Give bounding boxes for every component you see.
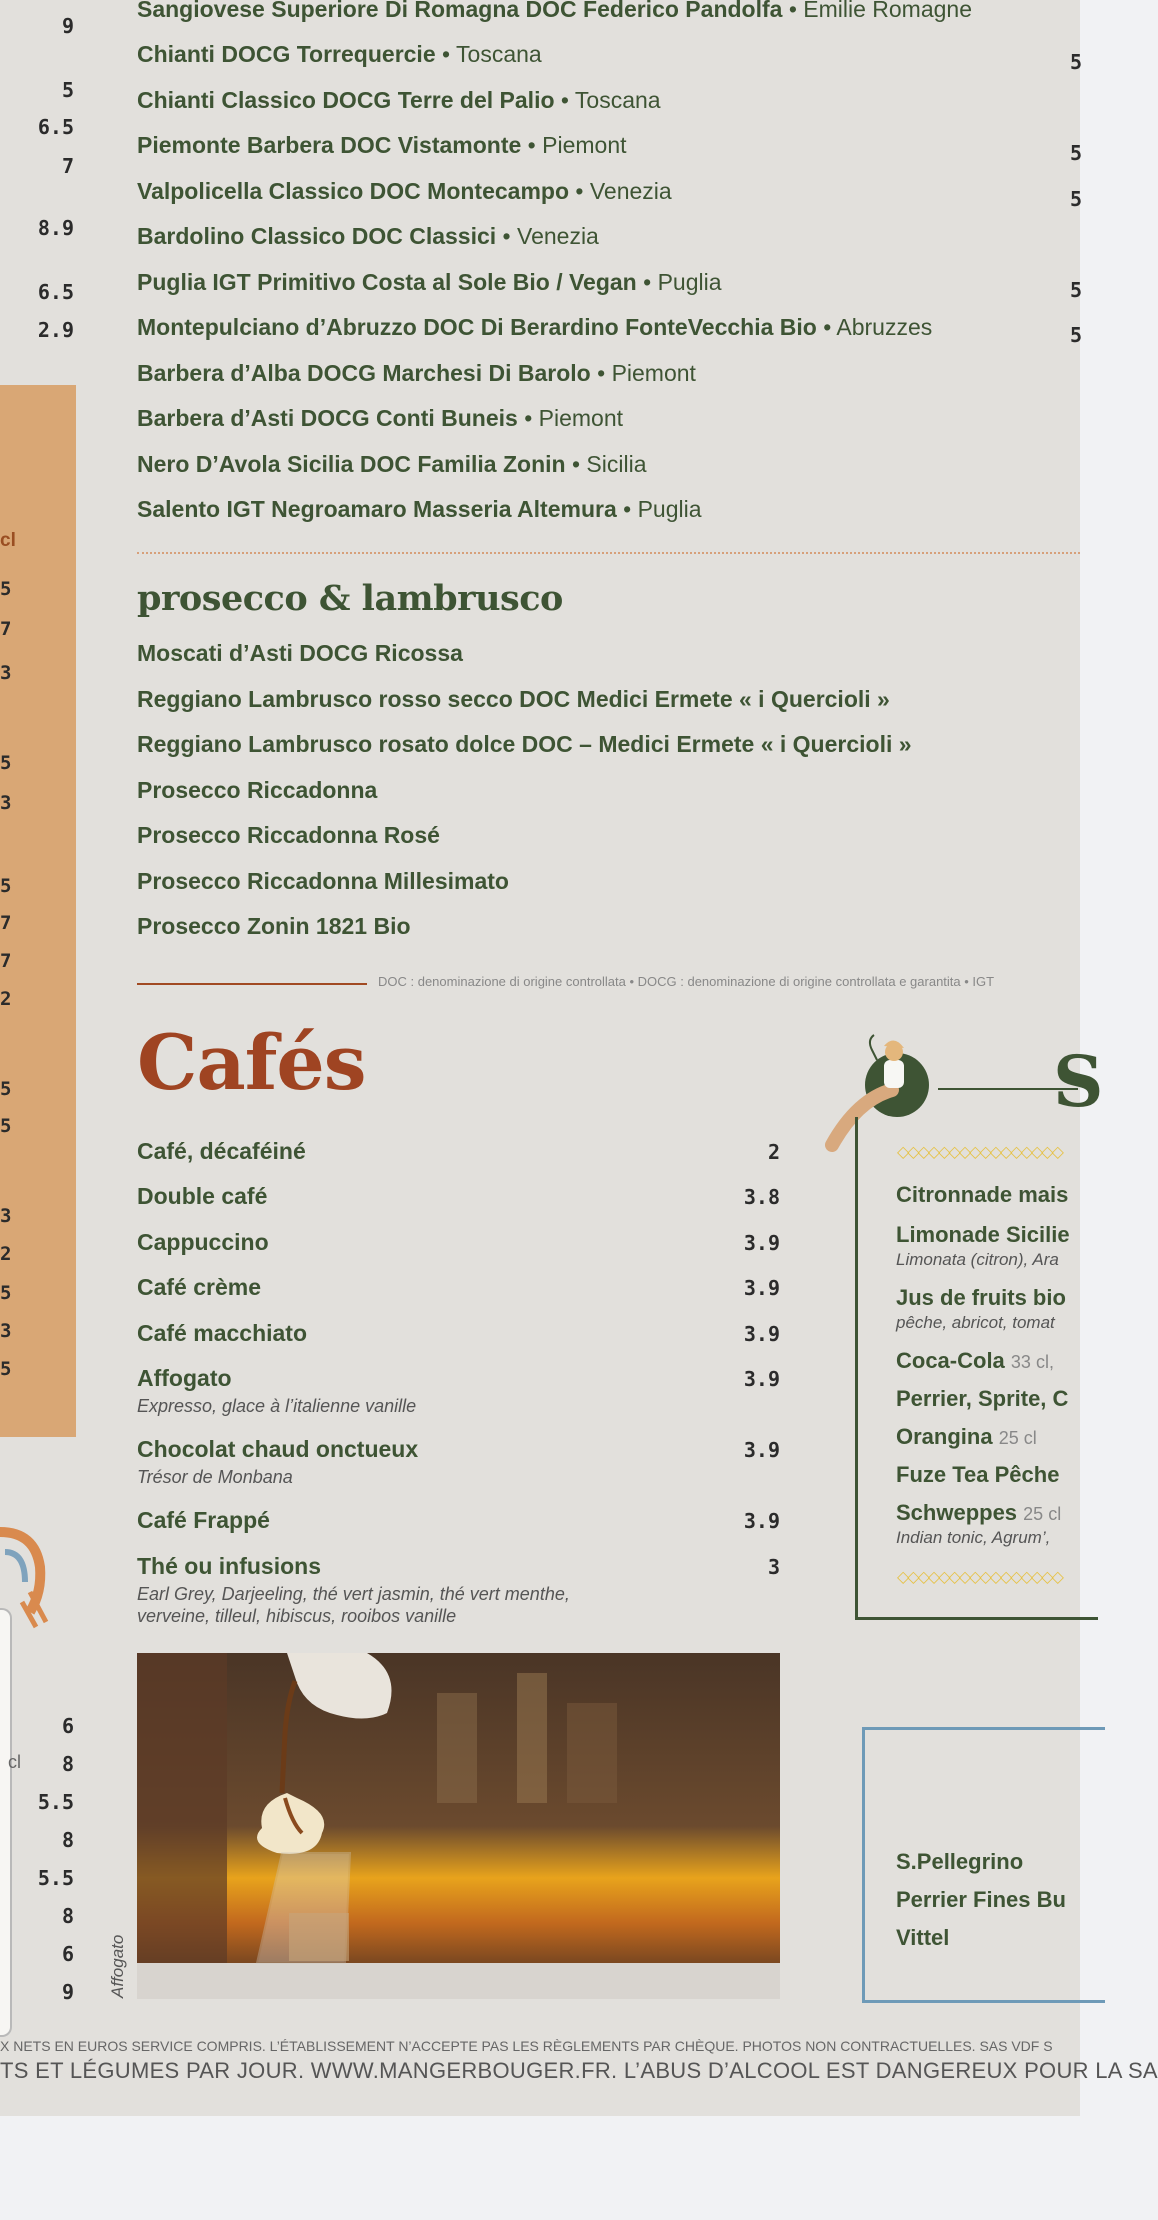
wine-name: Chianti DOCG Torrequercie — [137, 41, 436, 67]
cafe-description: Earl Grey, Darjeeling, thé vert jasmin, thé vert menthe, — [137, 1584, 570, 1604]
wine-name: Barbera d’Alba DOCG Marchesi Di Barolo — [137, 360, 591, 386]
wine-name: Sangiovese Superiore Di Romagna DOC Federico Pandolfa — [137, 0, 783, 22]
right-price-digit: 5 — [1070, 323, 1083, 347]
panel-price-digit: 5 — [0, 1282, 12, 1304]
panel-price-digit: 5 — [0, 752, 12, 774]
cafe-price: 3.9 — [743, 1367, 780, 1391]
water-item: Perrier Fines Bu — [896, 1887, 1066, 1912]
soft-item: Orangina 25 cl — [896, 1424, 1037, 1449]
panel-price-digit: 3 — [0, 1320, 12, 1342]
cafe-description: verveine, tilleul, hibiscus, rooibos vanille — [137, 1606, 457, 1626]
cafe-name: Thé ou infusions — [137, 1553, 321, 1579]
cafe-price: 3 — [767, 1555, 780, 1579]
cafe-price: 3.9 — [743, 1231, 780, 1255]
panel-price-digit: 5 — [0, 875, 12, 897]
cafe-name: Café, décaféiné — [137, 1138, 306, 1164]
soft-item: Fuze Tea Pêche — [896, 1462, 1060, 1487]
soft-volume: 25 cl — [998, 1428, 1037, 1448]
soft-item: Coca-Cola 33 cl, — [896, 1348, 1054, 1373]
left-box-price: 9 — [61, 1980, 74, 2004]
cafe-name: Cappuccino — [137, 1229, 269, 1255]
photo-caption: Affogato — [108, 1934, 127, 1998]
panel-price-digit: 5 — [0, 1115, 12, 1137]
wine-name: Puglia IGT Primitivo Costa al Sole Bio / Vegan — [137, 269, 637, 295]
prosecco-item: Prosecco Riccadonna — [137, 777, 378, 803]
diamond-border-top: ◇◇◇◇◇◇◇◇◇◇◇◇◇◇◇◇ — [897, 1144, 1062, 1161]
wine-name: Bardolino Classico DOC Classici — [137, 223, 497, 249]
wine-item — [137, 314, 932, 341]
left-box-unit-label: cl — [8, 1752, 21, 1772]
soft-description: Indian tonic, Agrum’, — [896, 1528, 1051, 1547]
cafe-description: Trésor de Monbana — [137, 1467, 293, 1487]
wine-region: • Venezia — [496, 223, 599, 249]
wine-item — [137, 496, 702, 523]
wine-name: Montepulciano d’Abruzzo DOC Di Berardino FonteVecchia Bio — [137, 314, 817, 340]
wine-name: Valpolicella Classico DOC Montecampo — [137, 178, 570, 204]
left-price: 6.5 — [37, 280, 74, 304]
left-box-price: 6 — [61, 1714, 74, 1738]
left-box-price: 8 — [61, 1904, 74, 1928]
wine-item — [137, 87, 661, 114]
wine-region: • Piemont — [590, 360, 696, 386]
doc-note-rule — [137, 983, 367, 985]
cafe-name: Chocolat chaud onctueux — [137, 1436, 419, 1462]
left-price: 7 — [61, 154, 74, 178]
wine-name: Nero D’Avola Sicilia DOC Familia Zonin — [137, 451, 566, 477]
wine-item — [137, 41, 542, 68]
left-price: 9 — [61, 14, 74, 38]
soft-item: Limonade Sicilie — [896, 1222, 1070, 1247]
cafes-title: Cafés — [137, 1018, 366, 1107]
soft-volume: 25 cl — [1023, 1504, 1062, 1524]
cafe-price: 3.9 — [743, 1276, 780, 1300]
wine-region: • Puglia — [636, 269, 722, 295]
softs-title: S — [1053, 1040, 1104, 1123]
panel-price-digit: 3 — [0, 1205, 12, 1227]
panel-price-digit: 5 — [0, 578, 12, 600]
doc-note: DOC : denominazione di origine controllata • DOCG : denominazione di origine controllata e garantita • IGT — [378, 974, 995, 989]
wine-region: • Emilie Romagne — [782, 0, 973, 22]
section-divider — [137, 552, 1080, 554]
wine-item — [137, 405, 623, 432]
cafe-name: Affogato — [137, 1365, 232, 1391]
right-price-digit: 5 — [1070, 278, 1083, 302]
left-price: 2.9 — [37, 318, 74, 342]
wine-item — [137, 132, 627, 159]
prosecco-item: Prosecco Riccadonna Rosé — [137, 822, 440, 848]
right-price-digit: 5 — [1070, 50, 1083, 74]
diamond-border-bottom: ◇◇◇◇◇◇◇◇◇◇◇◇◇◇◇◇ — [897, 1569, 1062, 1586]
prosecco-item: Reggiano Lambrusco rosato dolce DOC – Medici Ermete « i Quercioli » — [137, 731, 912, 757]
wine-name: Chianti Classico DOCG Terre del Palio — [137, 87, 555, 113]
wine-name: Piemonte Barbera DOC Vistamonte — [137, 132, 522, 158]
cafe-price: 3.9 — [743, 1438, 780, 1462]
soft-volume: 33 cl, — [1010, 1352, 1054, 1372]
panel-price-digit: 2 — [0, 1243, 12, 1265]
left-price: 8.9 — [37, 216, 74, 240]
footer-legal-line: X NETS EN EUROS SERVICE COMPRIS. L’ÉTABLISSEMENT N’ACCEPTE PAS LES RÈGLEMENTS PAR CHÈQUE. PHOTOS NON CONTRACTUELLES. SAS VDF S — [0, 2038, 1053, 2054]
wine-region: • Venezia — [569, 178, 672, 204]
wine-region: • Toscana — [435, 41, 542, 67]
cafe-price: 3.9 — [743, 1509, 780, 1533]
wine-item — [137, 0, 972, 23]
prosecco-item: Prosecco Zonin 1821 Bio — [137, 913, 411, 939]
panel-price-digit: 7 — [0, 950, 12, 972]
panel-price-digit: 3 — [0, 662, 12, 684]
water-item: S.Pellegrino — [896, 1849, 1024, 1874]
wine-item — [137, 269, 722, 296]
wine-region: • Sicilia — [565, 451, 647, 477]
wine-region: • Piemont — [517, 405, 624, 431]
wine-region: • Piemont — [521, 132, 627, 158]
left-price: 5 — [61, 78, 74, 102]
panel-price-digit: 7 — [0, 618, 12, 640]
soft-description: pêche, abricot, tomat — [896, 1313, 1055, 1332]
left-box-price: 8 — [61, 1752, 74, 1776]
cafe-name: Café macchiato — [137, 1320, 308, 1346]
water-item: Vittel — [896, 1925, 950, 1950]
right-price-digit: 5 — [1070, 141, 1083, 165]
cafe-price: 3.9 — [743, 1322, 780, 1346]
left-box-price: 5.5 — [37, 1866, 74, 1890]
soft-description: Limonata (citron), Ara — [896, 1250, 1059, 1269]
soft-item: Schweppes 25 cl — [896, 1500, 1062, 1525]
wine-item — [137, 360, 696, 387]
panel-price-digit: 5 — [0, 1078, 12, 1100]
prosecco-item: Reggiano Lambrusco rosso secco DOC Medici Ermete « i Quercioli » — [137, 686, 890, 712]
left-cropped-box — [0, 1608, 12, 2037]
wine-name: Salento IGT Negroamaro Masseria Altemura — [137, 496, 617, 522]
wine-item — [137, 223, 599, 250]
footer-health-line: TS ET LÉGUMES PAR JOUR. WWW.MANGERBOUGER.FR. L’ABUS D’ALCOOL EST DANGEREUX POUR LA SA — [0, 2058, 1158, 2083]
prosecco-section-title: prosecco & lambrusco — [137, 578, 563, 619]
cafe-name: Café Frappé — [137, 1507, 270, 1533]
left-price: 6.5 — [37, 115, 74, 139]
right-price-digit: 5 — [1070, 187, 1083, 211]
cafe-price: 3.8 — [743, 1185, 780, 1209]
soft-item: Citronnade mais — [896, 1182, 1069, 1207]
left-box-price: 6 — [61, 1942, 74, 1966]
wine-region: • Abruzzes — [816, 314, 933, 340]
cafe-price: 2 — [767, 1140, 780, 1164]
soft-item: Jus de fruits bio — [896, 1285, 1066, 1310]
left-box-price: 5.5 — [37, 1790, 74, 1814]
left-box-price: 8 — [61, 1828, 74, 1852]
wine-region: • Puglia — [616, 496, 702, 522]
cafe-name: Café crème — [137, 1274, 262, 1300]
cafe-description: Expresso, glace à l’italienne vanille — [137, 1396, 417, 1416]
panel-price-digit: 7 — [0, 912, 12, 934]
panel-price-digit: 5 — [0, 1358, 12, 1380]
soft-item: Perrier, Sprite, C — [896, 1386, 1069, 1411]
wine-region: • Toscana — [554, 87, 661, 113]
orange-side-panel — [0, 385, 76, 1437]
prosecco-item: Moscati d’Asti DOCG Ricossa — [137, 640, 463, 666]
wine-name: Barbera d’Asti DOCG Conti Buneis — [137, 405, 518, 431]
cafe-name: Double café — [137, 1183, 268, 1209]
wine-item — [137, 451, 646, 478]
panel-price-digit: 3 — [0, 792, 12, 814]
panel-unit-label: cl — [0, 530, 16, 551]
affogato-photo — [137, 1653, 780, 1999]
affogato-illustration — [137, 1653, 780, 1999]
panel-price-digit: 2 — [0, 988, 12, 1010]
wine-item — [137, 178, 672, 205]
prosecco-item: Prosecco Riccadonna Millesimato — [137, 868, 509, 894]
